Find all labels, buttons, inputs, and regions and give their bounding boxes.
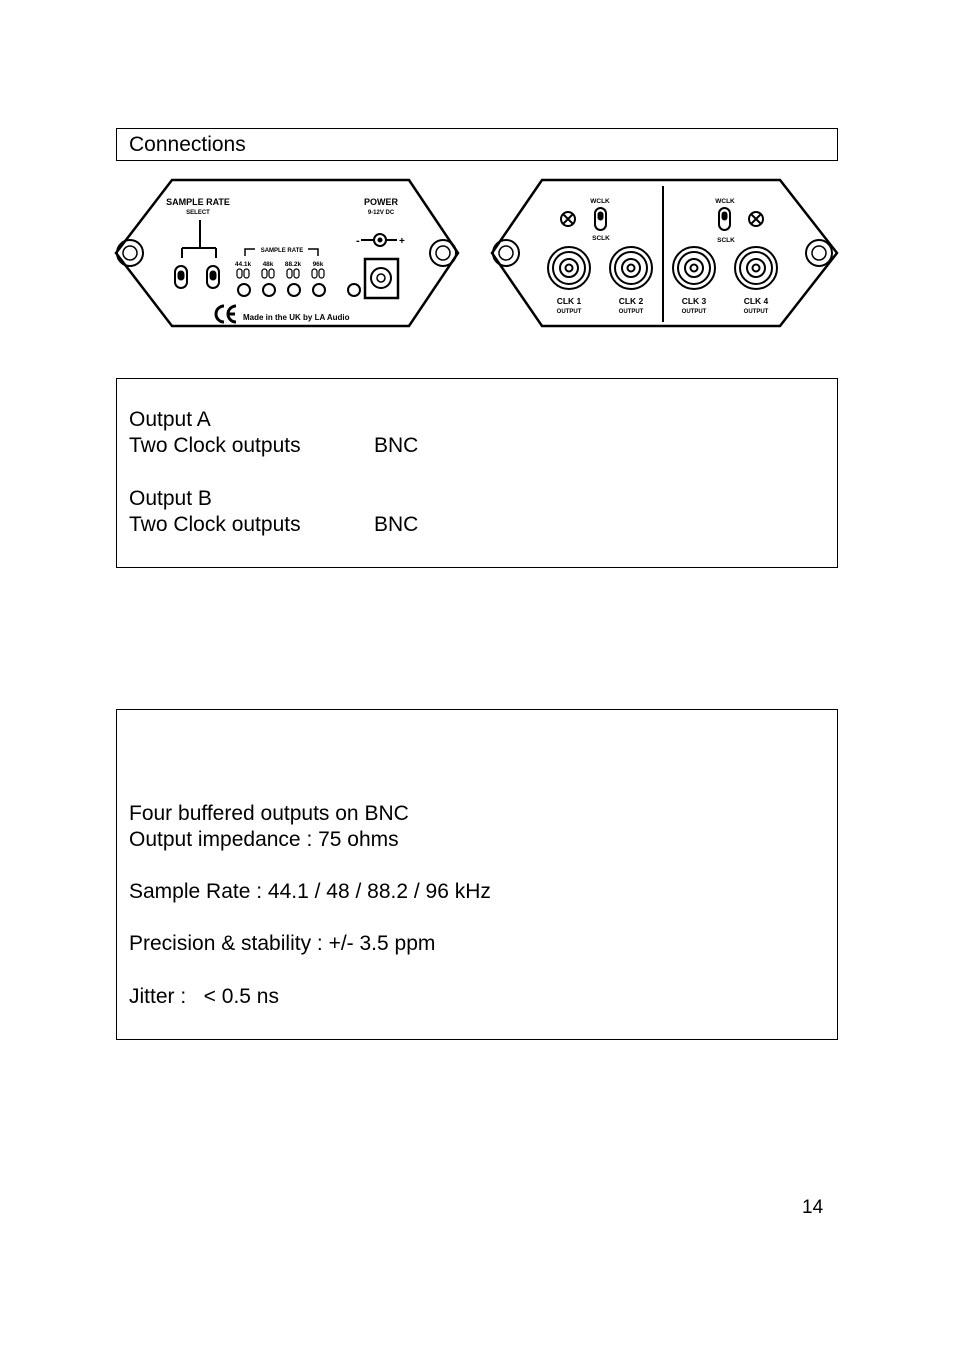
bnc-connector-clk2[interactable] [610, 247, 652, 289]
bnc-connector-clk4[interactable] [735, 247, 777, 289]
page-number: 14 [802, 1197, 824, 1218]
output-b-heading: Output B [129, 487, 212, 510]
rate-led-48 [263, 284, 275, 296]
wclk-sclk-switch-b[interactable] [719, 208, 730, 230]
made-in-label: Made in the UK by LA Audio [243, 313, 350, 322]
output-b-label: Two Clock outputs [129, 513, 301, 536]
sample-rate-group-label: SAMPLE RATE [260, 248, 304, 254]
switch-a-top-label: WCLK [590, 198, 610, 205]
power-jack[interactable] [365, 259, 398, 298]
rear-right-mount-hole [806, 240, 832, 266]
power-label: POWER [363, 197, 399, 207]
sample-rate-select-sublabel: SELECT [186, 210, 210, 216]
sample-rate-select-label: SAMPLE RATE [166, 197, 230, 207]
ce-mark [216, 306, 236, 322]
spec-precision: Precision & stability : +/- 3.5 ppm [129, 932, 436, 955]
output-a-type: BNC [374, 434, 419, 457]
clk3-label: CLK 3 [681, 296, 707, 306]
rate-label-88: 88.2k [284, 261, 302, 268]
bnc-connector-clk3[interactable] [673, 247, 715, 289]
polarity-minus: - [356, 235, 360, 247]
rate-label-44: 44.1k [234, 261, 252, 268]
power-led [348, 284, 360, 296]
clk2-label: CLK 2 [618, 296, 644, 306]
switch-b-bottom-label: SCLK [717, 237, 735, 244]
spec-sample-rate: Sample Rate : 44.1 / 48 / 88.2 / 96 kHz [129, 880, 491, 903]
output-b-type: BNC [374, 513, 419, 536]
rate-label-96: 96k [312, 261, 324, 268]
specifications-box [116, 709, 838, 1040]
section-title: Connections [129, 133, 246, 156]
clk4-label: CLK 4 [743, 296, 769, 306]
screw-icon [561, 212, 575, 226]
clk1-label: CLK 1 [556, 296, 582, 306]
front-left-mount-hole [117, 240, 143, 266]
panel-diagram [112, 176, 842, 332]
output-a-label: Two Clock outputs [129, 434, 301, 457]
polarity-symbol [361, 234, 397, 246]
rear-left-mount-hole [493, 240, 519, 266]
outputs-box [116, 378, 838, 568]
bnc-connector-clk1[interactable] [548, 247, 590, 289]
rear-panel [492, 180, 837, 326]
spec-impedance: Output impedance : 75 ohms [129, 828, 399, 851]
polarity-plus: + [399, 236, 405, 247]
rate-led-96 [313, 284, 325, 296]
wclk-sclk-switch-a[interactable] [595, 208, 606, 230]
section-title-box [116, 128, 838, 161]
rate-label-48: 48k [262, 261, 274, 268]
clk1-sublabel: OUTPUT [556, 309, 582, 315]
clk3-sublabel: OUTPUT [681, 309, 707, 315]
sample-rate-select-switch-1[interactable] [175, 266, 187, 288]
spec-jitter: Jitter : < 0.5 ns [129, 985, 279, 1008]
switch-b-top-label: WCLK [715, 198, 735, 205]
output-a-heading: Output A [129, 408, 211, 431]
switch-a-bottom-label: SCLK [592, 235, 610, 242]
rate-led-88 [288, 284, 300, 296]
clk4-sublabel: OUTPUT [743, 309, 769, 315]
rate-led-44 [238, 284, 250, 296]
power-voltage-label: 9-12V DC [367, 210, 395, 216]
front-right-mount-hole [430, 240, 456, 266]
spec-outputs: Four buffered outputs on BNC [129, 802, 409, 825]
screw-icon [749, 212, 763, 226]
sample-rate-select-switch-2[interactable] [207, 266, 219, 288]
clk2-sublabel: OUTPUT [618, 309, 644, 315]
